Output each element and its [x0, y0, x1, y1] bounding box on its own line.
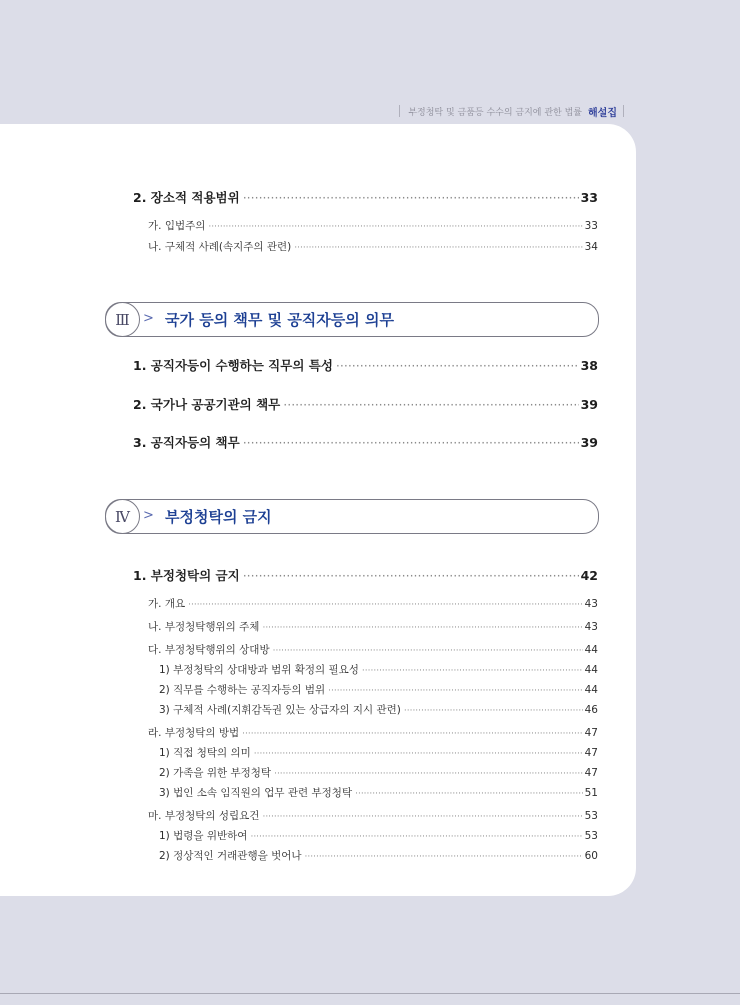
toc-entry-label: 나. 구체적 사례(속지주의 관련) [148, 241, 292, 253]
leader-dots [336, 358, 579, 373]
leader-dots [243, 435, 579, 450]
toc-entry-page: 38 [580, 358, 598, 373]
toc-entry-label: 3. 공직자등의 책무 [133, 435, 240, 450]
toc-entry-label: 다. 부정청탁행위의 상대방 [148, 644, 270, 656]
toc-entry[interactable] [159, 662, 598, 677]
bottom-rule [0, 993, 740, 994]
toc-entry[interactable] [133, 188, 598, 206]
toc-entry[interactable] [159, 848, 598, 863]
toc-entry-page: 43 [584, 598, 598, 610]
toc-entry[interactable] [148, 596, 598, 611]
toc-entry-label: 가. 입법주의 [148, 220, 206, 232]
leader-dots [243, 568, 579, 583]
toc-entry[interactable] [133, 433, 598, 451]
toc-entry[interactable] [148, 725, 598, 740]
toc-entry-page: 53 [584, 830, 598, 842]
leader-dots [254, 747, 583, 759]
book-title: 해설집 [588, 107, 617, 119]
toc-entry-label: 나. 부정청탁행위의 주체 [148, 621, 260, 633]
toc-entry[interactable] [148, 218, 598, 233]
leader-dots [208, 220, 582, 232]
toc-entry-label: 2. 국가나 공공기관의 책무 [133, 397, 281, 412]
toc-entry[interactable] [159, 682, 598, 697]
toc-entry[interactable] [159, 828, 598, 843]
toc-entry[interactable] [148, 642, 598, 657]
leader-dots [243, 190, 579, 205]
toc-entry-page: 44 [584, 664, 598, 676]
toc-entry-page: 47 [584, 747, 598, 759]
toc-entry-label: 2) 직무를 수행하는 공직자등의 범위 [159, 684, 326, 696]
toc-entry[interactable] [148, 239, 598, 254]
leader-dots [262, 621, 582, 633]
toc-entry-page: 39 [580, 397, 598, 412]
leader-dots [242, 727, 582, 739]
chapter-title: 국가 등의 책무 및 공직자등의 의무 [165, 311, 394, 329]
toc-entry-page: 60 [584, 850, 598, 862]
toc-entry-page: 47 [584, 767, 598, 779]
toc-entry-page: 47 [584, 727, 598, 739]
leader-dots [273, 644, 583, 656]
chapter-title: 부정청탁의 금지 [165, 508, 272, 526]
toc-entry[interactable] [159, 765, 598, 780]
toc-entry-page: 44 [584, 684, 598, 696]
toc-entry-page: 46 [584, 704, 598, 716]
toc-entry-label: 1. 공직자등이 수행하는 직무의 특성 [133, 358, 333, 373]
toc-entry-label: 3) 법인 소속 임직원의 업무 관련 부정청탁 [159, 787, 353, 799]
leader-dots [283, 397, 578, 412]
running-header-text: 부정청탁 및 금품등 수수의 금지에 관한 법률 [408, 107, 583, 118]
leader-dots [250, 830, 582, 842]
toc-entry-label: 가. 개요 [148, 598, 186, 610]
toc-entry-page: 53 [584, 810, 598, 822]
toc-entry-page: 34 [584, 241, 598, 253]
toc-entry-label: 1) 부정청탁의 상대방과 범위 확정의 필요성 [159, 664, 359, 676]
toc-entry[interactable] [133, 356, 598, 374]
toc-entry-page: 44 [584, 644, 598, 656]
toc-entry-label: 라. 부정청탁의 방법 [148, 727, 240, 739]
toc-entry-label: 2. 장소적 적용범위 [133, 190, 240, 205]
toc-entry-page: 33 [584, 220, 598, 232]
leader-dots [404, 704, 583, 716]
chapter-numeral: Ⅲ [105, 302, 140, 337]
toc-entry[interactable] [159, 702, 598, 717]
toc-entry[interactable] [133, 566, 598, 584]
leader-dots [274, 767, 583, 779]
toc-entry-page: 33 [580, 190, 598, 205]
toc-entry-page: 43 [584, 621, 598, 633]
chapter-heading-IV[interactable] [105, 499, 599, 534]
toc-entry[interactable] [159, 745, 598, 760]
toc-entry-label: 1) 법령을 위반하여 [159, 830, 248, 842]
leader-dots [362, 664, 583, 676]
header-divider-left [399, 105, 400, 117]
toc-entry-label: 1) 직접 청탁의 의미 [159, 747, 251, 759]
leader-dots [262, 810, 582, 822]
chevron-right-icon: > [143, 508, 154, 523]
header-divider-right [623, 105, 624, 117]
toc-entry-label: 마. 부정청탁의 성립요건 [148, 810, 260, 822]
leader-dots [328, 684, 582, 696]
toc-entry-label: 1. 부정청탁의 금지 [133, 568, 240, 583]
chevron-right-icon: > [143, 311, 154, 326]
leader-dots [188, 598, 583, 610]
toc-entry-label: 2) 가족을 위한 부정청탁 [159, 767, 272, 779]
running-header [399, 103, 624, 119]
toc-entry[interactable] [159, 785, 598, 800]
toc-entry[interactable] [133, 395, 598, 413]
leader-dots [355, 787, 583, 799]
chapter-numeral: Ⅳ [105, 499, 140, 534]
toc-entry[interactable] [148, 619, 598, 634]
toc-entry[interactable] [148, 808, 598, 823]
toc-entry-page: 42 [580, 568, 598, 583]
toc-entry-page: 51 [584, 787, 598, 799]
leader-dots [305, 850, 583, 862]
leader-dots [294, 241, 582, 253]
chapter-heading-III[interactable] [105, 302, 599, 337]
toc-entry-label: 3) 구체적 사례(지휘감독권 있는 상급자의 지시 관련) [159, 704, 401, 716]
toc-entry-page: 39 [580, 435, 598, 450]
toc-entry-label: 2) 정상적인 거래관행을 벗어나 [159, 850, 302, 862]
